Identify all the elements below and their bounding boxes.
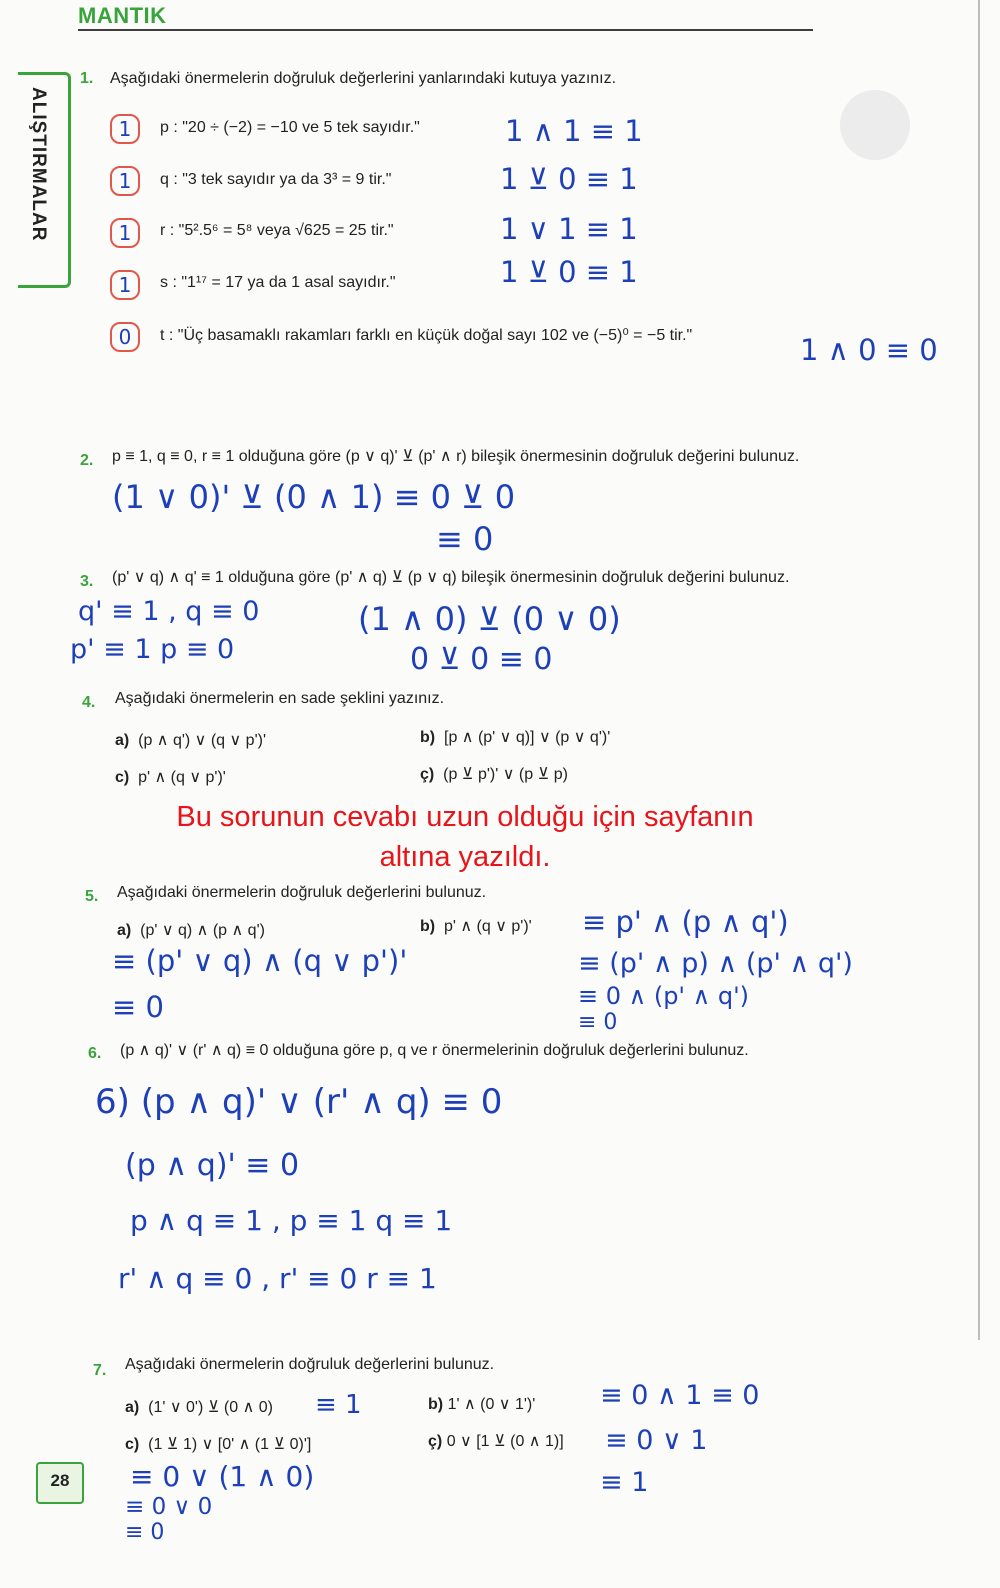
q2-text: p ≡ 1, q ≡ 0, r ≡ 1 olduğuna göre (p ∨ q)' ⊻ (p' ∧ r) bileşik önermesinin doğruluk değerini bulunuz. <box>112 448 800 465</box>
q7-d: ç) 0 ∨ [1 ⊻ (0 ∧ 1)] <box>428 1433 564 1450</box>
q2-work-line2: ≡ 0 <box>436 520 494 558</box>
q2-work-line1: (1 ∨ 0)' ⊻ (0 ∧ 1) ≡ 0 ⊻ 0 <box>112 478 516 516</box>
q1-work-s: 1 ⊻ 0 ≡ 1 <box>500 255 638 289</box>
q5-b-work-line3: ≡ 0 ∧ (p' ∧ q') <box>578 982 750 1010</box>
q4-d: ç) (p ⊻ p')' ∨ (p ⊻ p) <box>420 766 568 783</box>
q5-b-work-line1: ≡ p' ∧ (p ∧ q') <box>582 905 789 939</box>
q1-answer-box-s: 1 <box>110 270 140 300</box>
q2-number: 2. <box>80 452 94 469</box>
q6-work-line4: r' ∧ q ≡ 0 , r' ≡ 0 r ≡ 1 <box>118 1262 437 1295</box>
answer-note <box>85 797 845 877</box>
q5-b-work-line2: ≡ (p' ∧ p) ∧ (p' ∧ q') <box>578 948 853 979</box>
q6-work-line3: p ∧ q ≡ 1 , p ≡ 1 q ≡ 1 <box>130 1204 453 1237</box>
q5-b: b) p' ∧ (q ∨ p')' <box>420 918 532 935</box>
q1-statement-p: p : "20 ÷ (−2) = −10 ve 5 tek sayıdır." <box>160 119 420 136</box>
q5-number: 5. <box>85 888 99 905</box>
q7-a: a) (1' ∨ 0') ⊻ (0 ∧ 0) <box>125 1399 273 1416</box>
q1-work-p: 1 ∧ 1 ≡ 1 <box>505 114 643 148</box>
q7-text: Aşağıdaki önermelerin doğruluk değerlerini bulunuz. <box>125 1356 495 1373</box>
show-through-shape <box>840 90 910 160</box>
q3-text: (p' ∨ q) ∧ q' ≡ 1 olduğuna göre (p' ∧ q) ⊻ (p ∨ q) bileşik önermesinin doğruluk değerini bulunuz. <box>112 569 790 586</box>
q1-number: 1. <box>80 70 94 87</box>
q5-a-work-line1: ≡ (p' ∨ q) ∧ (q ∨ p')' <box>112 944 408 978</box>
q7-c: c) (1 ⊻ 1) ∨ [0' ∧ (1 ⊻ 0)'] <box>125 1436 312 1453</box>
side-tab-label: ALIŞTIRMALAR <box>28 87 49 242</box>
q6-text: (p ∧ q)' ∨ (r' ∧ q) ≡ 0 olduğuna göre p, q ve r önermelerinin doğruluk değerlerini bulunuz. <box>120 1042 749 1059</box>
q7-d-work-line2: ≡ 1 <box>600 1467 649 1498</box>
q1-answer-box-t: 0 <box>110 322 140 352</box>
q1-statement-t: t : "Üç basamaklı rakamları farklı en küçük doğal sayı 102 ve (−5)⁰ = −5 tir." <box>160 327 693 344</box>
q3-work-line2: p' ≡ 1 p ≡ 0 <box>70 634 235 665</box>
page-number: 28 <box>50 1471 70 1490</box>
header-rule <box>78 29 813 31</box>
q7-c-work-line2: ≡ 0 ∨ 0 <box>125 1494 213 1520</box>
q3-work-line4: 0 ⊻ 0 ≡ 0 <box>410 642 553 677</box>
q1-work-t: 1 ∧ 0 ≡ 0 <box>800 333 938 367</box>
q5-b-work-line4: ≡ 0 <box>578 1010 618 1035</box>
q1-statement-r: r : "5².5⁶ = 5⁸ veya √625 = 25 tir." <box>160 222 394 239</box>
q5-text: Aşağıdaki önermelerin doğruluk değerlerini bulunuz. <box>117 884 487 901</box>
q5-a: a) (p' ∨ q) ∧ (p ∧ q') <box>117 922 265 939</box>
q4-number: 4. <box>82 694 96 711</box>
chapter-title: MANTIK <box>78 3 167 28</box>
q1-work-r: 1 ∨ 1 ≡ 1 <box>500 212 638 246</box>
answer-note-line1: Bu sorunun cevabı uzun olduğu için sayfanın <box>176 801 754 833</box>
q4-c: c) p' ∧ (q ∨ p')' <box>115 769 226 786</box>
q1-work-q: 1 ⊻ 0 ≡ 1 <box>500 162 638 196</box>
q3-number: 3. <box>80 573 94 590</box>
q3-work-line3: (1 ∧ 0) ⊻ (0 ∨ 0) <box>358 600 621 638</box>
q5-a-work-line2: ≡ 0 <box>112 990 164 1024</box>
q4-a: a) (p ∧ q') ∨ (q ∨ p')' <box>115 732 266 749</box>
q1-answer-box-r: 1 <box>110 218 140 248</box>
q7-a-work: ≡ 1 <box>315 1390 362 1420</box>
q6-number: 6. <box>88 1045 102 1062</box>
answer-note-line2: altına yazıldı. <box>379 841 551 873</box>
q4-text: Aşağıdaki önermelerin en sade şeklini yazınız. <box>115 690 445 707</box>
q4-b: b) [p ∧ (p' ∨ q)] ∨ (p ∨ q')' <box>420 729 611 746</box>
q7-c-work-line3: ≡ 0 <box>125 1520 165 1545</box>
side-tab <box>18 72 71 288</box>
q1-statement-q: q : "3 tek sayıdır ya da 3³ = 9 tir." <box>160 171 392 188</box>
q7-b: b) 1' ∧ (0 ∨ 1')' <box>428 1396 536 1413</box>
q6-work-line1: 6) (p ∧ q)' ∨ (r' ∧ q) ≡ 0 <box>95 1082 503 1122</box>
q7-b-work: ≡ 0 ∧ 1 ≡ 0 <box>600 1380 760 1411</box>
q6-work-line2: (p ∧ q)' ≡ 0 <box>125 1148 300 1183</box>
q7-number: 7. <box>93 1362 107 1379</box>
page-edge-rule <box>978 0 980 1340</box>
q7-d-work-line1: ≡ 0 ∨ 1 <box>605 1425 708 1456</box>
q1-answer-box-p: 1 <box>110 114 140 144</box>
q1-statement-s: s : "1¹⁷ = 17 ya da 1 asal sayıdır." <box>160 274 396 291</box>
q1-text: Aşağıdaki önermelerin doğruluk değerlerini yanlarındaki kutuya yazınız. <box>110 70 617 87</box>
q1-answer-box-q: 1 <box>110 166 140 196</box>
q3-work-line1: q' ≡ 1 , q ≡ 0 <box>78 596 260 627</box>
q7-c-work-line1: ≡ 0 ∨ (1 ∧ 0) <box>130 1460 315 1493</box>
